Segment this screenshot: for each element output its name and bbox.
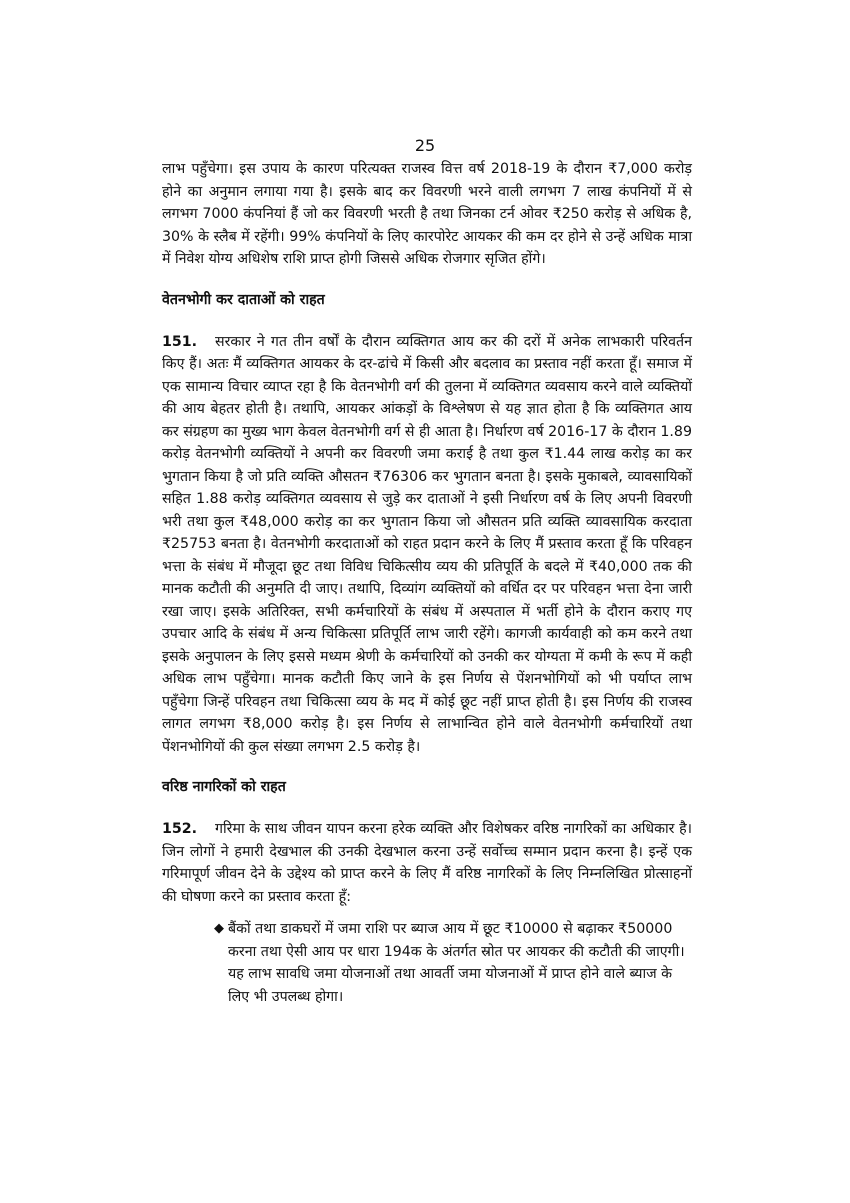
paragraph-151: [162, 331, 692, 759]
page-content: [162, 158, 692, 1008]
paragraph-number: 152.: [162, 821, 198, 837]
paragraph-text: गरिमा के साथ जीवन यापन करना हरेक व्यक्ति और विशेषकर वरिष्ठ नागरिकों का अधिकार है। जिन लोगों ने हमारी देखभाल की उनकी देखभाल करना उन्हें सर्वोच्च सम्मान प्रदान करना है। इन्हें एक गरिमापूर्ण जीवन देने के उद्देश्य को प्राप्त करने के लिए मैं वरिष्ठ नागरिकों के लिए निम्नलिखित प्रोत्साहनों की घोषणा करने का प्रस्ताव करता हूँ:: [162, 821, 692, 905]
section-heading-salaried: वेतनभोगी कर दाताओं को राहत: [162, 291, 325, 308]
opening-paragraph: लाभ पहुँचेगा। इस उपाय के कारण परित्यक्त राजस्व वित्त वर्ष 2018-19 के दौरान ₹7,000 करोड़ होने का अनुमान लगाया गया है। इसके बाद कर विवरणी भरने वाली लगभग 7 लाख कंपनियों में से लगभग 7000 कंपनियां हैं जो कर विवरणी भरती है तथा जिनका टर्न ओवर ₹250 करोड़ से अधिक है, 30% के स्लैब में रहेंगी। 99% कंपनियों के लिए कारपोरेट आयकर की कम दर होने से उन्हें अधिक मात्रा में निवेश योग्य अधिशेष राशि प्राप्त होगी जिससे अधिक रोजगार सृजित होंगे।: [162, 161, 692, 267]
paragraph-text: सरकार ने गत तीन वर्षों के दौरान व्यक्तिगत आय कर की दरों में अनेक लाभकारी परिवर्तन किए हैं। अतः मैं व्यक्तिगत आयकर के दर-ढांचे में किसी और बदलाव का प्रस्ताव नहीं करता हूँ। समाज में एक सामान्य विचार व्याप्त रहा है कि वेतनभोगी वर्ग की तुलना में व्यक्तिगत व्यवसाय करने वाले व्यक्तियों की आय बेहतर होती है। तथापि, आयकर आंकड़ों के विश्लेषण से यह ज्ञात होता है कि व्यक्तिगत आय कर संग्रहण का मुख्य भाग केवल वेतनभोगी वर्ग से ही आता है। निर्धारण वर्ष 2016-17 के दौरान 1.89 करोड़ वेतनभोगी व्यक्तियों ने अपनी कर विवरणी जमा कराई है तथा कुल ₹1.44 लाख करोड़ का कर भुगतान किया है जो प्रति व्यक्ति औसतन ₹76306 कर भुगतान बनता है। इसके मुकाबले, व्यावसायिकों सहित 1.88 करोड़ व्यक्तिगत व्यवसाय से जुड़े कर दाताओं ने इसी निर्धारण वर्ष के लिए अपनी विवरणी भरी तथा कुल ₹48,000 करोड़ का कर भुगतान किया जो औसतन प्रति व्यक्ति व्यावसायिक करदाता ₹25753 बनता है। वेतनभोगी करदाताओं को राहत प्रदान करने के लिए मैं प्रस्ताव करता हूँ कि परिवहन भत्ता के संबंध में मौजूदा छूट तथा विविध चिकित्सीय व्यय की प्रतिपूर्ति के बदले में ₹40,000 तक की मानक कटौती की अनुमति दी जाए। तथापि, दिव्यांग व्यक्तियों को वर्धित दर पर परिवहन भत्ता देना जारी रखा जाए। इसके अतिरिक्त, सभी कर्मचारियों के संबंध में अस्पताल में भर्ती होने के दौरान कराए गए उपचार आदि के संबंध में अन्य चिकित्सा प्रतिपूर्ति लाभ जारी रहेंगे। कागजी कार्यवाही को कम करने तथा इसके अनुपालन के लिए इससे मध्यम श्रेणी के कर्मचारियों को उनकी कर योग्यता में कमी के रूप में कही अधिक लाभ पहुँचेगा। मानक कटौती किए जाने के इस निर्णय से पेंशनभोगियों को भी पर्याप्त लाभ पहुँचेगा जिन्हें परिवहन तथा चिकित्सा व्यय के मद में कोई छूट नहीं प्राप्त होती है। इस निर्णय की राजस्व लागत लगभग ₹8,000 करोड़ है। इस निर्णय से लाभान्वित होने वाले वेतनभोगी कर्मचारियों तथा पेंशनभोगियों की कुल संख्या लगभग 2.5 करोड़ है।: [162, 333, 692, 755]
paragraph-number: 151.: [162, 333, 198, 350]
page-number: 25: [414, 136, 436, 155]
diamond-bullet-icon: ◆: [214, 921, 224, 936]
bullet-text: बैंकों तथा डाकघरों में जमा राशि पर ब्याज आय में छूट ₹10000 से बढ़ाकर ₹50000 करना तथा ऐसी आय पर धारा 194क के अंतर्गत स्रोत पर आयकर की कटौती की जाएगी। यह लाभ सावधि जमा योजनाओं तथा आवर्ती जमा योजनाओं में प्राप्त होने वाले ब्याज के लिए भी उपलब्ध होगा।: [228, 921, 685, 1005]
paragraph-152: [162, 818, 692, 908]
bullet-item: [214, 918, 692, 1008]
section-heading-senior-citizens: वरिष्ठ नागरिकों को राहत: [162, 779, 286, 795]
